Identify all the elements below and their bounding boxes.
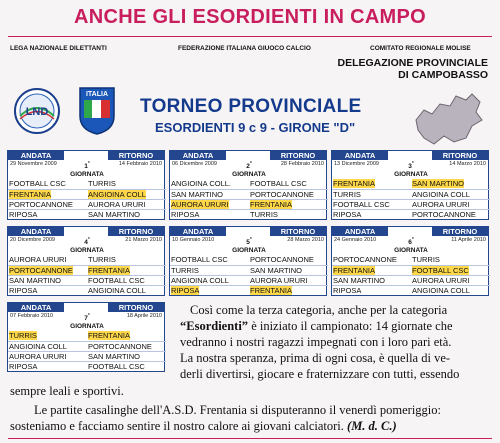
home-team-name: TURRIS [9,331,37,340]
home-team [8,255,86,264]
headline: ANCHE GLI ESORDIENTI IN CAMPO [73,6,427,28]
match-row [170,209,328,218]
away-team-name: ANGIOINA COLL [412,190,470,199]
away-team-name: PORTOCANNONE [250,190,314,199]
away-team [411,200,489,209]
andata-date: 07 Febbraio 2010 [10,313,54,319]
home-team [170,255,248,264]
away-team [249,200,327,209]
away-team-name: FOOTBALL CSC [412,266,469,275]
match-row [332,209,490,218]
delegation-line-2: DI CAMPOBASSO [398,69,488,81]
home-team-name: FOOTBALL CSC [171,255,228,264]
article-line: Le partite casalinghe dell'A.S.D. Frentania si disputeranno il venerdì pomeriggio: [34,403,442,417]
home-team-name: PORTOCANNONE [9,266,73,275]
italia-logo-text: ITALIA [85,91,109,98]
match-row [8,209,166,218]
giornata-2-box [169,150,327,220]
match-row [8,285,166,294]
ritorno-header: RITORNO [432,227,488,236]
home-team-name: FRENTANIA [333,266,375,275]
ordinal-mark: ° [411,237,414,243]
ritorno-header: RITORNO [270,151,326,160]
lnd-logo [14,88,60,134]
away-team-name: AURORA URURI [412,200,470,209]
away-team-name: ANGIOINA COLL [88,190,146,199]
esordienti-strong: “Esordienti” [180,319,249,333]
away-team [87,276,165,285]
ordinal-mark: ° [87,237,90,243]
andata-date: 29 Novembre 2009 [10,161,57,167]
away-team [411,266,489,275]
away-team [87,331,165,340]
home-team-name: RIPOSA [171,286,200,295]
giornata-number [64,236,110,255]
home-team-name: AURORA URURI [9,255,67,264]
giornata-number [226,236,272,255]
andata-header: ANDATA [8,151,64,160]
away-team-name: PORTOCANNONE [250,255,314,264]
giornata-6-box [331,226,489,296]
away-team [87,190,165,199]
away-team [249,286,327,295]
home-team-name: RIPOSA [333,286,362,295]
away-team-name: FOOTBALL CSC [250,179,307,188]
match-row [8,189,166,198]
match-row [332,285,490,294]
ritorno-date: 18 Aprile 2010 [126,313,162,319]
andata-header: ANDATA [8,227,64,236]
away-team [411,210,489,219]
away-team [87,200,165,209]
andata-header: ANDATA [170,227,226,236]
away-team [249,179,327,188]
home-team [170,276,248,285]
match-row [332,199,490,208]
match-row [8,199,166,208]
home-team-name: SAN MARTINO [9,276,61,285]
ritorno-header: RITORNO [432,151,488,160]
ritorno-date: 21 Marzo 2010 [125,237,162,243]
home-team [8,352,86,361]
home-team [8,179,86,188]
away-team [249,190,327,199]
giornata-1-box [7,150,165,220]
giornata-number-value: 6 [408,239,412,247]
andata-header: ANDATA [8,303,64,312]
away-team-name: TURRIS [88,179,116,188]
home-team-name: RIPOSA [9,286,38,295]
away-team [411,179,489,188]
article-line: derli divertirsi, giocare e fraternizzare con tutti, essendo [180,367,460,381]
org-lnd: LEGA NAZIONALE DILETTANTI [10,45,107,52]
away-team-name: FRENTANIA [250,286,292,295]
away-team [87,255,165,264]
away-team-name: SAN MARTINO [250,266,302,275]
torneo-subtitle: ESORDIENTI 9 c 9 - GIRONE "D" [155,120,356,135]
away-team-name: SAN MARTINO [88,210,140,219]
giornata-number-value: 7 [84,315,88,323]
org-figc: FEDERAZIONE ITALIANA GIUOCO CALCIO [178,45,311,52]
home-team [170,190,248,199]
ritorno-date: 11 Aprile 2010 [451,237,486,243]
giornata-number-value: 2 [246,163,250,171]
match-row [332,255,490,264]
match-row [8,255,166,264]
away-team [249,276,327,285]
giornata-number [226,160,272,179]
andata-header: ANDATA [170,151,226,160]
article-line: Così come la terza categoria, anche per la categoria [190,303,448,317]
home-team-name: ANGIOINA COLL [171,276,229,285]
home-team-name: RIPOSA [9,362,38,371]
ritorno-date: 14 Febbraio 2010 [118,161,162,167]
away-team [87,342,165,351]
home-team [8,286,86,295]
match-row [332,189,490,198]
match-row [170,265,328,274]
article-line: è iniziato il campionato: 14 giornate che [251,319,453,333]
home-team-name: FOOTBALL CSC [333,200,390,209]
giornata-label: GIORNATA [70,247,104,255]
ritorno-header: RITORNO [270,227,326,236]
away-team [411,286,489,295]
giornata-label: GIORNATA [232,247,266,255]
giornata-3-box [331,150,489,220]
home-team [170,179,248,188]
away-team [249,210,327,219]
away-team [87,352,165,361]
bottom-rule [8,438,492,439]
home-team-name: AURORA URURI [171,200,229,209]
ordinal-mark: ° [249,161,252,167]
italia-shield-logo [78,86,116,136]
match-row [8,275,166,284]
giornata-7-box [7,302,165,372]
away-team-name: TURRIS [88,255,116,264]
signature: (M. d. C.) [347,419,397,433]
home-team-name: RIPOSA [171,210,200,219]
away-team-name: ANGIOINA COLL [412,286,470,295]
away-team-name: AURORA URURI [412,276,470,285]
home-team [8,362,86,371]
away-team [249,255,327,264]
home-team-name: AURORA URURI [9,352,67,361]
away-team [411,190,489,199]
away-team-name: FOOTBALL CSC [88,362,145,371]
ritorno-header: RITORNO [108,303,164,312]
ordinal-mark: ° [87,161,90,167]
home-team-name: TURRIS [333,190,361,199]
giornata-label: GIORNATA [70,323,104,331]
andata-header: ANDATA [332,227,388,236]
giornata-label: GIORNATA [70,171,104,179]
away-team-name: AURORA URURI [250,276,308,285]
article-paragraph-1-end: sempre leali e sportivi. [10,384,124,398]
home-team [8,200,86,209]
home-team [8,210,86,219]
home-team [8,342,86,351]
home-team-name: PORTOCANNONE [333,255,397,264]
match-row [170,285,328,294]
home-team [332,190,410,199]
away-team [87,179,165,188]
giornata-label: GIORNATA [232,171,266,179]
match-row [8,265,166,274]
home-team-name: FRENTANIA [333,179,375,188]
home-team-name: ANGIOINA COLL. [171,179,232,188]
home-team [332,210,410,219]
article-line-last [10,418,492,434]
match-row [332,265,490,274]
giornata-number-value: 4 [84,239,88,247]
home-team-name: ANGIOINA COLL [9,342,67,351]
molise-map-icon [410,90,486,148]
ritorno-date: 28 Marzo 2010 [287,237,324,243]
giornata-label: GIORNATA [394,171,428,179]
away-team-name: PORTOCANNONE [88,342,152,351]
article-paragraph-1 [180,302,490,382]
match-row [332,179,490,188]
away-team [87,210,165,219]
match-row [8,179,166,188]
giornata-number [388,160,434,179]
delegation-line-1: DELEGAZIONE PROVINCIALE [337,57,488,69]
home-team [332,200,410,209]
away-team [249,266,327,275]
match-row [170,189,328,198]
giornata-number-value: 1 [84,163,88,171]
home-team-name: FOOTBALL CSC [9,179,66,188]
home-team-name: TURRIS [171,266,199,275]
home-team [332,255,410,264]
away-team [87,286,165,295]
giornata-number [388,236,434,255]
andata-date: 24 Gennaio 2010 [334,237,377,243]
home-team [8,190,86,199]
ritorno-date: 14 Marzo 2010 [449,161,486,167]
home-team [170,200,248,209]
match-row [170,275,328,284]
away-team-name: AURORA URURI [88,200,146,209]
match-row [8,331,166,340]
delegation [298,57,488,81]
home-team-name: RIPOSA [9,210,38,219]
andata-date: 13 Dicembre 2009 [334,161,379,167]
match-row [8,351,166,360]
home-team-name: SAN MARTINO [333,276,385,285]
away-team-name: TURRIS [412,255,440,264]
away-team-name: FRENTANIA [250,200,292,209]
ordinal-mark: ° [411,161,414,167]
ritorno-header: RITORNO [108,151,164,160]
home-team [170,266,248,275]
away-team-name: FRENTANIA [88,266,130,275]
article-paragraph-2 [10,402,492,434]
home-team [332,266,410,275]
andata-date: 10 Gennaio 2010 [172,237,215,243]
article-line: sosteniamo e facciamo sentire il nostro calore ai giovani calciatori. [10,419,344,433]
home-team-name: SAN MARTINO [171,190,223,199]
ordinal-mark: ° [87,313,90,319]
org-comitato: COMITATO REGIONALE MOLISE [370,45,471,52]
home-team [332,179,410,188]
away-team-name: FRENTANIA [88,331,130,340]
article-line: La nostra speranza, prima di ogni cosa, è quella di ve- [180,351,451,365]
ordinal-mark: ° [249,237,252,243]
home-team-name: PORTOCANNONE [9,200,73,209]
home-team [8,266,86,275]
giornata-label: GIORNATA [394,247,428,255]
match-row [8,341,166,350]
ritorno-date: 28 Febbraio 2010 [280,161,324,167]
giornata-number-value: 3 [408,163,412,171]
article-line-strong [180,318,490,334]
home-team [332,276,410,285]
home-team [170,210,248,219]
home-team-name: RIPOSA [333,210,362,219]
ritorno-header: RITORNO [108,227,164,236]
giornata-number [64,312,110,331]
match-row [170,199,328,208]
home-team [170,286,248,295]
andata-header: ANDATA [332,151,388,160]
giornata-4-box [7,226,165,296]
home-team [332,286,410,295]
match-row [8,361,166,370]
away-team-name: FOOTBALL CSC [88,276,145,285]
match-row [332,275,490,284]
away-team [411,255,489,264]
away-team-name: PORTOCANNONE [412,210,476,219]
match-row [170,255,328,264]
away-team [87,266,165,275]
lnd-logo-text: LND [25,106,49,118]
home-team [8,331,86,340]
article-line: vedranno i nostri ragazzi impegnati con i loro pari età. [180,335,452,349]
andata-date: 06 Dicembre 2009 [172,161,217,167]
giornata-5-box [169,226,327,296]
giornata-number [64,160,110,179]
giornata-number-value: 5 [246,239,250,247]
away-team-name: SAN MARTINO [88,352,140,361]
top-rule [8,36,492,37]
match-row [170,179,328,188]
away-team-name: SAN MARTINO [412,179,464,188]
home-team [8,276,86,285]
home-team-name: FRENTANIA [9,190,51,199]
andata-date: 20 Dicembre 2009 [10,237,55,243]
torneo-title: TORNEO PROVINCIALE [140,96,362,117]
away-team-name: TURRIS [250,210,278,219]
away-team [411,276,489,285]
away-team [87,362,165,371]
away-team-name: ANGIOINA COLL [88,286,146,295]
